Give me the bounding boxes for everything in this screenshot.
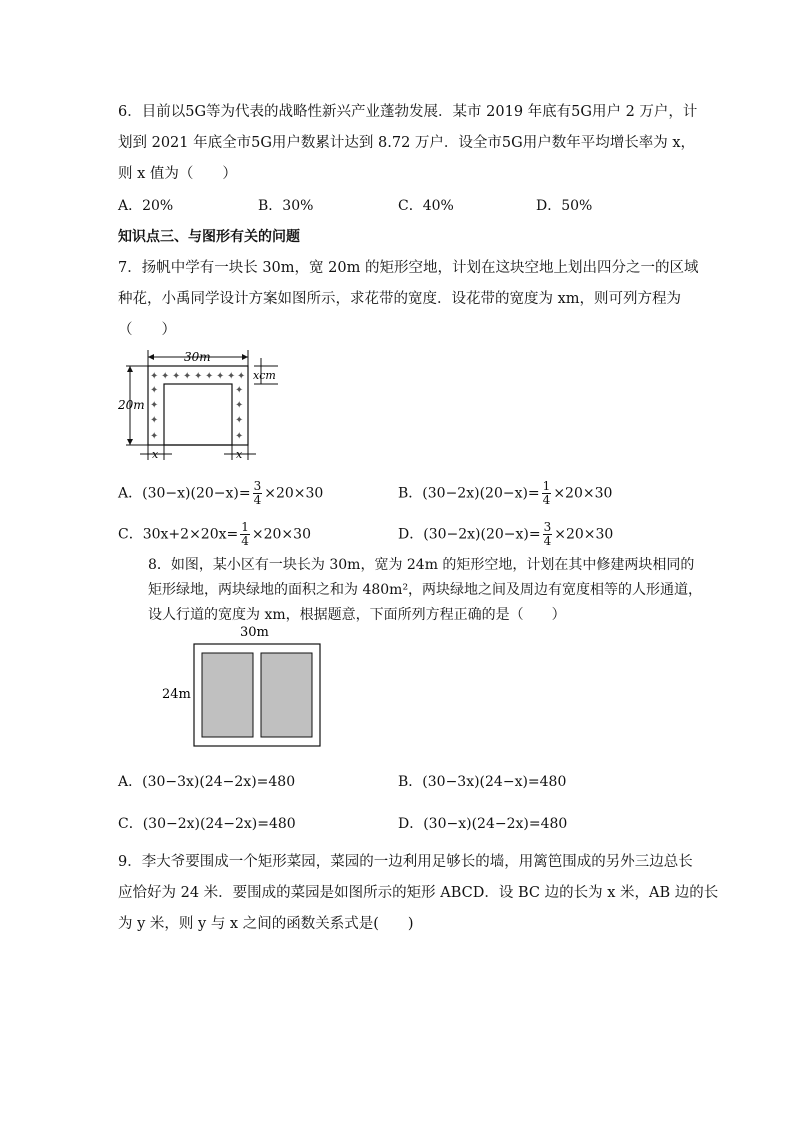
q8-line3: 设人行道的宽度为 xm，根据题意，下面所列方程正确的是（ ）: [148, 607, 566, 623]
svg-text:✦: ✦: [150, 371, 159, 382]
q8-green-plot-left: [202, 653, 253, 737]
fraction: $\frac{3}{4}$: [253, 479, 262, 507]
svg-text:✦: ✦: [235, 385, 244, 396]
svg-text:✦: ✦: [150, 415, 159, 426]
q8-option-c: C．(30−2x)(24−2x)=480: [118, 816, 296, 832]
q9-line1: 9．李大爷要围成一个矩形菜园，菜园的一边利用足够长的墙，用篱笆围成的另外三边总长: [118, 854, 693, 870]
svg-text:✦: ✦: [150, 400, 159, 411]
q8-green-plot-right: [261, 653, 312, 737]
fraction: $\frac{1}{4}$: [241, 520, 249, 548]
svg-text:✦: ✦: [235, 431, 244, 442]
q7-width-label: xcm: [253, 369, 276, 382]
q8-option-b: B．(30−3x)(24−x)=480: [398, 774, 567, 790]
q6-line1: 6．目前以5G等为代表的战略性新兴产业蓬勃发展．某市 2019 年底有5G用户 2 万户，计: [118, 104, 698, 120]
q7-bottom-x-left: x: [152, 448, 159, 461]
svg-text:✦: ✦: [150, 431, 159, 442]
svg-text:✦: ✦: [235, 400, 244, 411]
svg-text:✦: ✦: [235, 415, 244, 426]
q7-top-label: 30m: [184, 350, 211, 364]
q7-side-label: 20m: [118, 398, 145, 412]
q9-line3: 为 y 米，则 y 与 x 之间的函数关系式是( ): [118, 916, 414, 932]
q6-option-a: A．20%: [118, 198, 174, 214]
q7-inner-rect: [164, 384, 232, 445]
svg-text:✦: ✦: [150, 385, 159, 396]
fraction: $\frac{3}{4}$: [543, 520, 552, 548]
q8-figure: [160, 622, 330, 752]
q7-line3: （ ）: [118, 322, 176, 338]
q7-line2: 种花，小禹同学设计方案如图所示，求花带的宽度．设花带的宽度为 xm，则可列方程为: [118, 291, 682, 307]
q8-side-label: 24m: [162, 687, 191, 702]
svg-text:✦: ✦: [216, 371, 225, 382]
q6-option-d: D．50%: [536, 198, 593, 214]
section-heading: 知识点三、与图形有关的问题: [118, 229, 300, 245]
q8-line2: 矩形绿地，两块绿地的面积之和为 480m²，两块绿地之间及周边有宽度相等的人形通道，: [148, 582, 703, 598]
q8-line1: 8．如图，某小区有一块长为 30m，宽为 24m 的矩形空地，计划在其中修建两块相同的: [148, 557, 695, 573]
q6-option-b: B．30%: [258, 198, 314, 214]
q6-option-c: C．40%: [398, 198, 454, 214]
svg-text:✦: ✦: [205, 371, 214, 382]
q6-line2: 划到 2021 年底全市5G用户数累计达到 8.72 万户．设全市5G用户数年平均增长率为 x，: [118, 135, 696, 151]
svg-text:✦: ✦: [183, 371, 192, 382]
q8-option-a: A．(30−3x)(24−2x)=480: [118, 774, 296, 790]
q8-option-d: D．(30−x)(24−2x)=480: [398, 816, 568, 832]
q7-bottom-x-right: x: [236, 448, 243, 461]
q7-option-c: C．30x+2×20x= $\frac{1}{4}$ ×20×30: [118, 520, 311, 548]
svg-text:✦: ✦: [227, 371, 236, 382]
q6-line3: 则 x 值为（ ）: [118, 166, 237, 182]
q9-line2: 应恰好为 24 米．要围成的菜园是如图所示的矩形 ABCD．设 BC 边的长为 x 米，AB 边的长: [118, 885, 719, 901]
svg-text:✦: ✦: [161, 371, 170, 382]
q7-line1: 7．扬帆中学有一块长 30m，宽 20m 的矩形空地，计划在这块空地上划出四分之一的区域: [118, 260, 699, 276]
q7-option-b: B．(30−2x)(20−x)= $\frac{1}{4}$ ×20×30: [398, 479, 613, 507]
svg-text:✦: ✦: [237, 371, 246, 382]
svg-text:✦: ✦: [172, 371, 181, 382]
q7-option-d: D．(30−2x)(20−x)= $\frac{3}{4}$ ×20×30: [398, 520, 614, 548]
q7-option-a: A．(30−x)(20−x)= $\frac{3}{4}$ ×20×30: [118, 479, 324, 507]
q7-figure: [118, 348, 288, 463]
q8-top-label: 30m: [240, 625, 269, 640]
fraction: $\frac{1}{4}$: [542, 479, 551, 507]
svg-text:✦: ✦: [194, 371, 203, 382]
